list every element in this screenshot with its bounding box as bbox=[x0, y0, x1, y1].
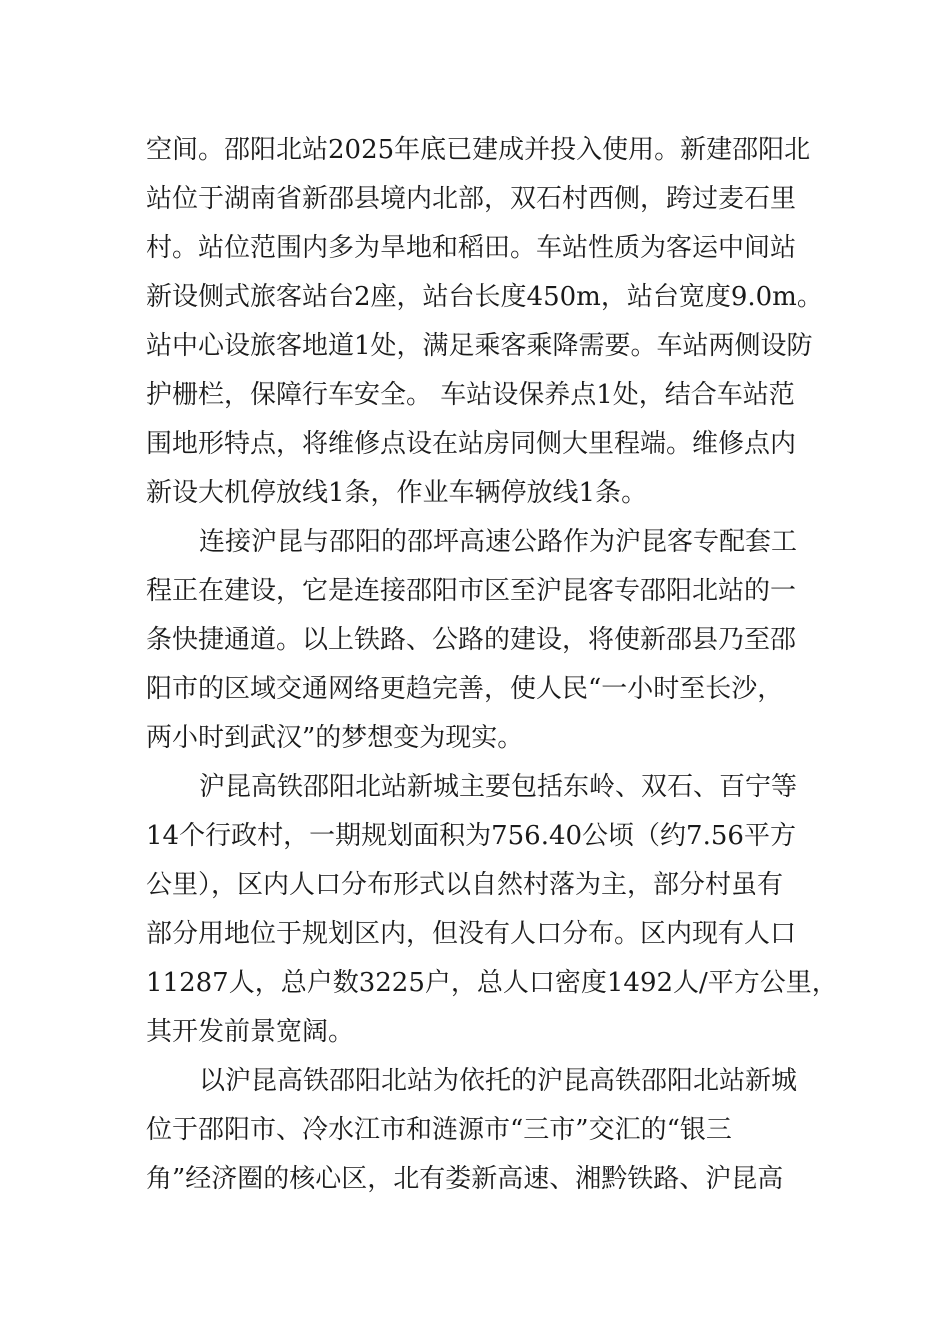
document-body bbox=[146, 126, 838, 1204]
text-line: 以沪昆高铁邵阳北站为依托的沪昆高铁邵阳北站新城 bbox=[199, 1066, 798, 1096]
paragraph-highway-connection bbox=[146, 518, 806, 763]
text-line: 两小时到武汉”的梦想变为现实。 bbox=[146, 723, 524, 753]
text-line: 程正在建设，它是连接邵阳市区至沪昆客专邵阳北站的一 bbox=[146, 576, 797, 606]
text-line: 站中心设旅客地道1处，满足乘客乘降需要。车站两侧设防 bbox=[146, 331, 813, 361]
paragraph-station-description bbox=[146, 126, 823, 518]
text-line: 角”经济圈的核心区，北有娄新高速、湘黔铁路、沪昆高 bbox=[146, 1164, 784, 1194]
text-line: 其开发前景宽阔。 bbox=[146, 1017, 355, 1047]
text-line: 新设大机停放线1条，作业车辆停放线1条。 bbox=[146, 478, 648, 508]
text-line: 11287人，总户数3225户，总人口密度1492人/平方公里， bbox=[146, 968, 838, 998]
text-line: 14个行政村，一期规划面积为756.40公顷（约7.56平方 bbox=[146, 821, 796, 851]
text-line: 位于邵阳市、冷水江市和涟源市“三市”交汇的“银三 bbox=[146, 1115, 732, 1145]
text-line: 条快捷通道。以上铁路、公路的建设，将使新邵县乃至邵 bbox=[146, 625, 797, 655]
text-line: 公里），区内人口分布形式以自然村落为主，部分村虽有 bbox=[146, 870, 784, 900]
text-line: 阳市的区域交通网络更趋完善，使人民“一小时至长沙， bbox=[146, 674, 784, 704]
text-line: 护栅栏，保障行车安全。 车站设保养点1处，结合车站范 bbox=[146, 380, 795, 410]
text-line: 围地形特点，将维修点设在站房同侧大里程端。维修点内 bbox=[146, 429, 797, 459]
text-line: 部分用地位于规划区内，但没有人口分布。区内现有人口 bbox=[146, 919, 797, 949]
text-line: 连接沪昆与邵阳的邵坪高速公路作为沪昆客专配套工 bbox=[199, 527, 798, 557]
text-line: 新设侧式旅客站台2座，站台长度450m，站台宽度9.0m。 bbox=[146, 282, 823, 312]
text-line: 空间。邵阳北站2025年底已建成并投入使用。新建邵阳北 bbox=[146, 135, 811, 165]
text-line: 村。站位范围内多为旱地和稻田。车站性质为客运中间站 bbox=[146, 233, 797, 263]
text-line: 沪昆高铁邵阳北站新城主要包括东岭、双石、百宁等 bbox=[199, 772, 798, 802]
paragraph-location bbox=[146, 1057, 806, 1204]
paragraph-new-city-population bbox=[146, 763, 838, 1057]
text-line: 站位于湖南省新邵县境内北部，双石村西侧，跨过麦石里 bbox=[146, 184, 797, 214]
